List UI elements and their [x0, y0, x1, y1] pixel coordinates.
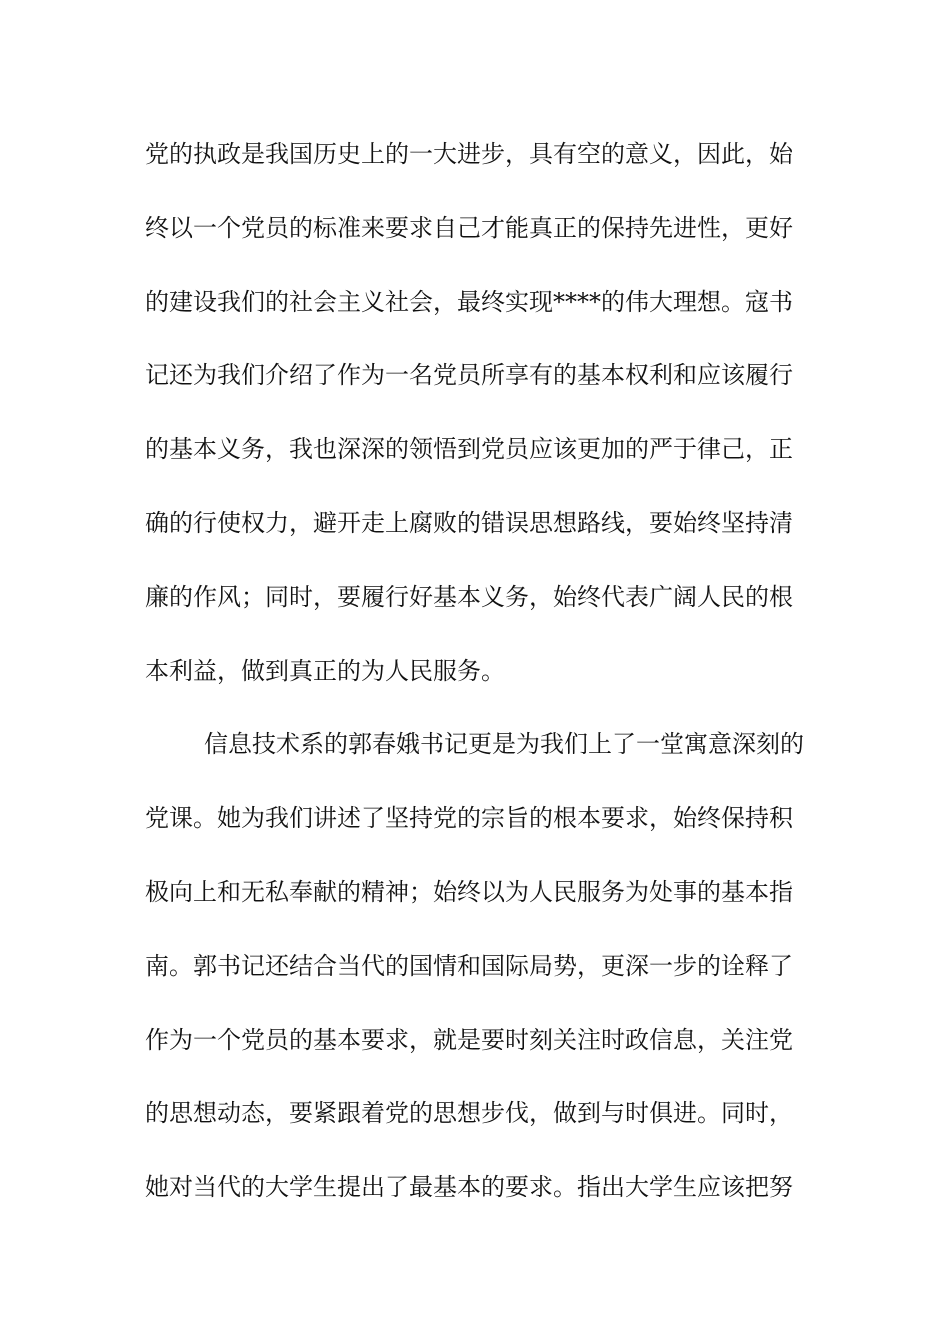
- text-line: 的思想动态，要紧跟着党的思想步伐，做到与时俱进。同时，: [145, 1099, 793, 1128]
- text-line: 终以一个党员的标准来要求自己才能真正的保持先进性，更好: [145, 213, 793, 242]
- text-line: 廉的作风；同时，要履行好基本义务，始终代表广阔人民的根: [145, 582, 793, 611]
- document-text-body: [145, 130, 815, 1237]
- text-line: 作为一个党员的基本要求，就是要时刻关注时政信息，关注党: [145, 1025, 793, 1054]
- text-line: 本利益，做到真正的为人民服务。: [145, 656, 505, 685]
- text-line: 极向上和无私奉献的精神；始终以为人民服务为处事的基本指: [145, 877, 793, 906]
- text-line: 党的执政是我国历史上的一大进步，具有空的意义，因此，始: [145, 140, 793, 168]
- paragraph-first-line: 信息技术系的郭春娥书记更是为我们上了一堂寓意深刻的: [204, 730, 804, 759]
- text-line: 南。郭书记还结合当代的国情和国际局势，更深一步的诠释了: [145, 951, 793, 980]
- text-line: 的建设我们的社会主义社会，最终实现****的伟大理想。寇书: [145, 287, 793, 316]
- text-line: 党课。她为我们讲述了坚持党的宗旨的根本要求，始终保持积: [145, 804, 793, 833]
- text-line: 她对当代的大学生提出了最基本的要求。指出大学生应该把努: [145, 1173, 793, 1202]
- text-line: 的基本义务，我也深深的领悟到党员应该更加的严于律己，正: [145, 435, 793, 464]
- text-line: 记还为我们介绍了作为一名党员所享有的基本权利和应该履行: [145, 361, 793, 390]
- text-line: 确的行使权力，避开走上腐败的错误思想路线，要始终坚持清: [145, 508, 793, 537]
